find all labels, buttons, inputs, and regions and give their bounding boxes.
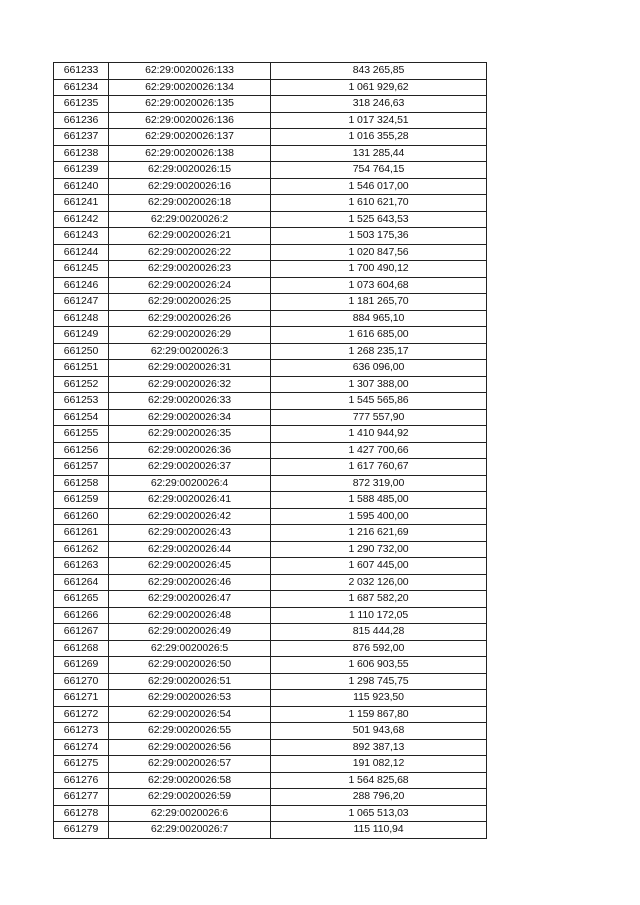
value-cell: 1 564 825,68: [271, 772, 487, 789]
value-cell: 876 592,00: [271, 640, 487, 657]
value-cell: 1 159 867,80: [271, 706, 487, 723]
cadastral-number-cell: 62:29:0020026:26: [109, 310, 271, 327]
table-row: [54, 79, 487, 96]
cadastral-number-cell: 62:29:0020026:5: [109, 640, 271, 657]
data-table: [53, 62, 487, 839]
row-id-cell: 661245: [54, 261, 109, 278]
row-id-cell: 661267: [54, 624, 109, 641]
cadastral-number-cell: 62:29:0020026:47: [109, 591, 271, 608]
row-id-cell: 661263: [54, 558, 109, 575]
row-id-cell: 661270: [54, 673, 109, 690]
table-row: [54, 96, 487, 113]
cadastral-number-cell: 62:29:0020026:54: [109, 706, 271, 723]
table-row: [54, 772, 487, 789]
row-id-cell: 661247: [54, 294, 109, 311]
table-row: [54, 178, 487, 195]
cadastral-number-cell: 62:29:0020026:33: [109, 393, 271, 410]
row-id-cell: 661249: [54, 327, 109, 344]
table-row: [54, 508, 487, 525]
cadastral-number-cell: 62:29:0020026:135: [109, 96, 271, 113]
table-body: [54, 63, 487, 839]
value-cell: 1 610 621,70: [271, 195, 487, 212]
table-row: [54, 310, 487, 327]
value-cell: 1 410 944,92: [271, 426, 487, 443]
value-cell: 1 616 685,00: [271, 327, 487, 344]
value-cell: 501 943,68: [271, 723, 487, 740]
cadastral-number-cell: 62:29:0020026:53: [109, 690, 271, 707]
table-row: [54, 492, 487, 509]
row-id-cell: 661258: [54, 475, 109, 492]
row-id-cell: 661268: [54, 640, 109, 657]
value-cell: 777 557,90: [271, 409, 487, 426]
value-cell: 1 020 847,56: [271, 244, 487, 261]
row-id-cell: 661266: [54, 607, 109, 624]
cadastral-number-cell: 62:29:0020026:59: [109, 789, 271, 806]
cadastral-number-cell: 62:29:0020026:56: [109, 739, 271, 756]
row-id-cell: 661278: [54, 805, 109, 822]
table-row: [54, 541, 487, 558]
value-cell: 815 444,28: [271, 624, 487, 641]
cadastral-number-cell: 62:29:0020026:136: [109, 112, 271, 129]
cadastral-number-cell: 62:29:0020026:50: [109, 657, 271, 674]
row-id-cell: 661252: [54, 376, 109, 393]
row-id-cell: 661250: [54, 343, 109, 360]
table-row: [54, 145, 487, 162]
value-cell: 318 246,63: [271, 96, 487, 113]
table-row: [54, 475, 487, 492]
table-row: [54, 624, 487, 641]
table-row: [54, 244, 487, 261]
table-row: [54, 409, 487, 426]
row-id-cell: 661257: [54, 459, 109, 476]
row-id-cell: 661276: [54, 772, 109, 789]
cadastral-number-cell: 62:29:0020026:49: [109, 624, 271, 641]
value-cell: 1 216 621,69: [271, 525, 487, 542]
row-id-cell: 661240: [54, 178, 109, 195]
value-cell: 1 061 929,62: [271, 79, 487, 96]
row-id-cell: 661275: [54, 756, 109, 773]
table-row: [54, 343, 487, 360]
value-cell: 1 607 445,00: [271, 558, 487, 575]
row-id-cell: 661242: [54, 211, 109, 228]
value-cell: 1 546 017,00: [271, 178, 487, 195]
value-cell: 892 387,13: [271, 739, 487, 756]
table-row: [54, 294, 487, 311]
table-row: [54, 63, 487, 80]
row-id-cell: 661233: [54, 63, 109, 80]
table-row: [54, 360, 487, 377]
cadastral-number-cell: 62:29:0020026:36: [109, 442, 271, 459]
cadastral-number-cell: 62:29:0020026:29: [109, 327, 271, 344]
cadastral-number-cell: 62:29:0020026:42: [109, 508, 271, 525]
cadastral-number-cell: 62:29:0020026:37: [109, 459, 271, 476]
value-cell: 1 110 172,05: [271, 607, 487, 624]
row-id-cell: 661274: [54, 739, 109, 756]
table-row: [54, 459, 487, 476]
table-row: [54, 574, 487, 591]
value-cell: 1 290 732,00: [271, 541, 487, 558]
row-id-cell: 661239: [54, 162, 109, 179]
value-cell: 1 525 643,53: [271, 211, 487, 228]
table-row: [54, 723, 487, 740]
cadastral-number-cell: 62:29:0020026:32: [109, 376, 271, 393]
row-id-cell: 661237: [54, 129, 109, 146]
cadastral-number-cell: 62:29:0020026:7: [109, 822, 271, 839]
row-id-cell: 661279: [54, 822, 109, 839]
row-id-cell: 661248: [54, 310, 109, 327]
table-row: [54, 607, 487, 624]
row-id-cell: 661264: [54, 574, 109, 591]
cadastral-number-cell: 62:29:0020026:24: [109, 277, 271, 294]
cadastral-number-cell: 62:29:0020026:31: [109, 360, 271, 377]
table-row: [54, 706, 487, 723]
value-cell: 115 923,50: [271, 690, 487, 707]
cadastral-number-cell: 62:29:0020026:48: [109, 607, 271, 624]
value-cell: 288 796,20: [271, 789, 487, 806]
row-id-cell: 661277: [54, 789, 109, 806]
table-row: [54, 195, 487, 212]
table-row: [54, 129, 487, 146]
row-id-cell: 661255: [54, 426, 109, 443]
cadastral-number-cell: 62:29:0020026:15: [109, 162, 271, 179]
value-cell: 2 032 126,00: [271, 574, 487, 591]
value-cell: 1 298 745,75: [271, 673, 487, 690]
table-row: [54, 277, 487, 294]
value-cell: 1 503 175,36: [271, 228, 487, 245]
table-row: [54, 591, 487, 608]
row-id-cell: 661254: [54, 409, 109, 426]
value-cell: 1 595 400,00: [271, 508, 487, 525]
cadastral-number-cell: 62:29:0020026:137: [109, 129, 271, 146]
table-row: [54, 393, 487, 410]
cadastral-number-cell: 62:29:0020026:2: [109, 211, 271, 228]
row-id-cell: 661259: [54, 492, 109, 509]
table-row: [54, 112, 487, 129]
value-cell: 1 073 604,68: [271, 277, 487, 294]
cadastral-number-cell: 62:29:0020026:133: [109, 63, 271, 80]
row-id-cell: 661241: [54, 195, 109, 212]
value-cell: 1 065 513,03: [271, 805, 487, 822]
cadastral-number-cell: 62:29:0020026:55: [109, 723, 271, 740]
row-id-cell: 661260: [54, 508, 109, 525]
value-cell: 1 307 388,00: [271, 376, 487, 393]
table-row: [54, 376, 487, 393]
row-id-cell: 661246: [54, 277, 109, 294]
value-cell: 872 319,00: [271, 475, 487, 492]
table-row: [54, 525, 487, 542]
row-id-cell: 661273: [54, 723, 109, 740]
cadastral-number-cell: 62:29:0020026:23: [109, 261, 271, 278]
value-cell: 131 285,44: [271, 145, 487, 162]
cadastral-number-cell: 62:29:0020026:4: [109, 475, 271, 492]
value-cell: 1 687 582,20: [271, 591, 487, 608]
table-row: [54, 805, 487, 822]
row-id-cell: 661243: [54, 228, 109, 245]
row-id-cell: 661234: [54, 79, 109, 96]
cadastral-number-cell: 62:29:0020026:45: [109, 558, 271, 575]
value-cell: 636 096,00: [271, 360, 487, 377]
table-row: [54, 657, 487, 674]
cadastral-number-cell: 62:29:0020026:16: [109, 178, 271, 195]
value-cell: 1 017 324,51: [271, 112, 487, 129]
table-row: [54, 228, 487, 245]
row-id-cell: 661261: [54, 525, 109, 542]
cadastral-number-cell: 62:29:0020026:6: [109, 805, 271, 822]
cadastral-number-cell: 62:29:0020026:34: [109, 409, 271, 426]
value-cell: 1 181 265,70: [271, 294, 487, 311]
table-row: [54, 162, 487, 179]
table-row: [54, 756, 487, 773]
cadastral-number-cell: 62:29:0020026:43: [109, 525, 271, 542]
row-id-cell: 661256: [54, 442, 109, 459]
value-cell: 191 082,12: [271, 756, 487, 773]
cadastral-number-cell: 62:29:0020026:138: [109, 145, 271, 162]
row-id-cell: 661271: [54, 690, 109, 707]
table-row: [54, 739, 487, 756]
table-row: [54, 690, 487, 707]
cadastral-number-cell: 62:29:0020026:44: [109, 541, 271, 558]
row-id-cell: 661272: [54, 706, 109, 723]
cadastral-number-cell: 62:29:0020026:25: [109, 294, 271, 311]
cadastral-number-cell: 62:29:0020026:41: [109, 492, 271, 509]
table-row: [54, 640, 487, 657]
table-row: [54, 558, 487, 575]
table-row: [54, 327, 487, 344]
table-row: [54, 261, 487, 278]
row-id-cell: 661251: [54, 360, 109, 377]
row-id-cell: 661265: [54, 591, 109, 608]
row-id-cell: 661262: [54, 541, 109, 558]
table-row: [54, 822, 487, 839]
row-id-cell: 661235: [54, 96, 109, 113]
value-cell: 754 764,15: [271, 162, 487, 179]
cadastral-number-cell: 62:29:0020026:21: [109, 228, 271, 245]
value-cell: 843 265,85: [271, 63, 487, 80]
row-id-cell: 661253: [54, 393, 109, 410]
row-id-cell: 661269: [54, 657, 109, 674]
value-cell: 1 606 903,55: [271, 657, 487, 674]
cadastral-number-cell: 62:29:0020026:51: [109, 673, 271, 690]
cadastral-number-cell: 62:29:0020026:57: [109, 756, 271, 773]
table-row: [54, 211, 487, 228]
value-cell: 1 545 565,86: [271, 393, 487, 410]
value-cell: 1 268 235,17: [271, 343, 487, 360]
cadastral-number-cell: 62:29:0020026:18: [109, 195, 271, 212]
table-row: [54, 789, 487, 806]
cadastral-number-cell: 62:29:0020026:58: [109, 772, 271, 789]
cadastral-number-cell: 62:29:0020026:46: [109, 574, 271, 591]
value-cell: 1 016 355,28: [271, 129, 487, 146]
cadastral-number-cell: 62:29:0020026:134: [109, 79, 271, 96]
table-row: [54, 673, 487, 690]
cadastral-number-cell: 62:29:0020026:3: [109, 343, 271, 360]
value-cell: 1 427 700,66: [271, 442, 487, 459]
value-cell: 115 110,94: [271, 822, 487, 839]
value-cell: 884 965,10: [271, 310, 487, 327]
value-cell: 1 588 485,00: [271, 492, 487, 509]
table-row: [54, 426, 487, 443]
cadastral-number-cell: 62:29:0020026:35: [109, 426, 271, 443]
row-id-cell: 661238: [54, 145, 109, 162]
row-id-cell: 661244: [54, 244, 109, 261]
value-cell: 1 617 760,67: [271, 459, 487, 476]
row-id-cell: 661236: [54, 112, 109, 129]
cadastral-number-cell: 62:29:0020026:22: [109, 244, 271, 261]
value-cell: 1 700 490,12: [271, 261, 487, 278]
table-row: [54, 442, 487, 459]
